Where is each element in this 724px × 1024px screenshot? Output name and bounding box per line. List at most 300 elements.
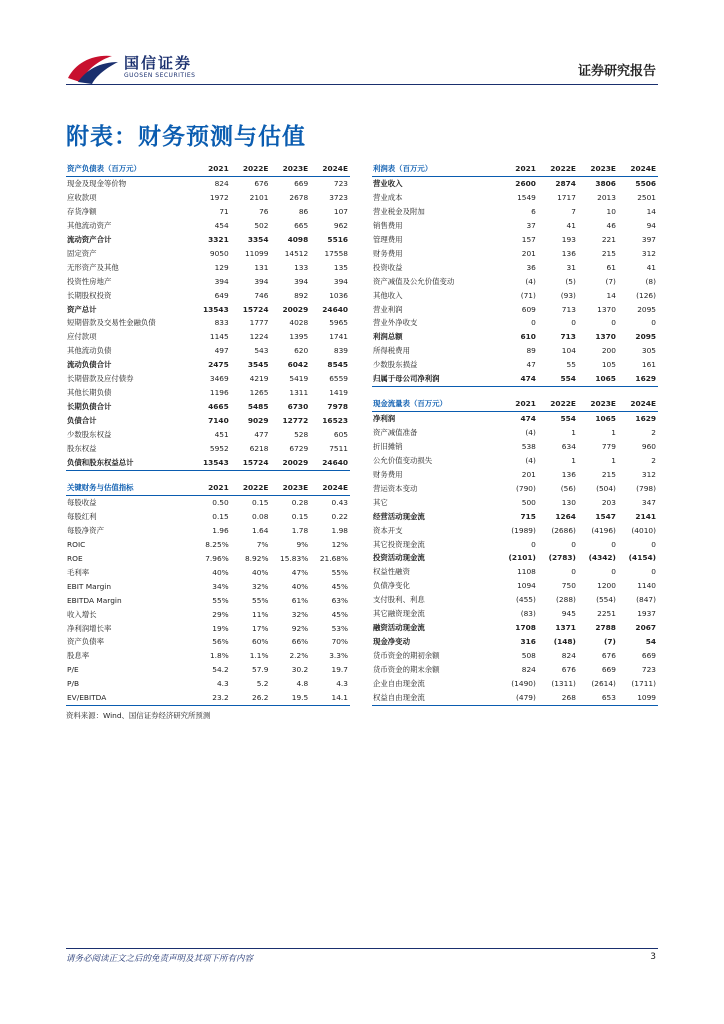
cell-value: 5952 <box>209 444 229 454</box>
row-label: 财务费用 <box>373 248 403 258</box>
table-row <box>66 538 350 552</box>
cell-value: 1145 <box>209 332 229 342</box>
cell-value: 1265 <box>249 388 269 398</box>
row-label: 现金及现金等价物 <box>67 178 127 188</box>
cell-value: (7) <box>604 637 616 647</box>
table-row <box>372 219 658 233</box>
cell-value: 1094 <box>517 581 536 591</box>
cell-value: 0 <box>531 539 536 549</box>
table-row <box>372 538 658 552</box>
table-row <box>372 621 658 635</box>
cell-value: 32% <box>252 581 269 591</box>
table-row <box>66 566 350 580</box>
row-label: 其它 <box>373 497 388 507</box>
table-title: 资产负债表（百万元） <box>66 162 191 176</box>
cell-value: (455) <box>516 595 536 605</box>
cell-value: 17558 <box>324 248 348 258</box>
cell-value: 201 <box>521 469 536 479</box>
row-label: 权益自由现金流 <box>372 691 498 705</box>
table-row <box>66 495 350 509</box>
cell-value: 474 <box>520 413 536 423</box>
table-row <box>372 579 658 593</box>
cell-value: 1196 <box>209 388 229 398</box>
row-label: 股东权益 <box>67 444 97 454</box>
column-header: 2022E <box>538 397 578 411</box>
cell-value: 9% <box>296 539 309 549</box>
cell-value: 57.9 <box>252 665 269 675</box>
table-row <box>66 233 350 247</box>
cell-value: 66% <box>291 637 309 647</box>
cell-value: 1140 <box>637 581 656 591</box>
table-row <box>66 580 350 594</box>
table-row <box>372 233 658 247</box>
cell-value: 11% <box>252 609 269 619</box>
row-label: 净利润增长率 <box>67 623 112 633</box>
cell-value: 1311 <box>289 388 309 398</box>
cell-value: 1.96 <box>212 525 229 535</box>
row-label: 流动资产合计 <box>67 234 112 244</box>
row-label: 公允价值变动损失 <box>373 455 433 465</box>
row-label: 销售费用 <box>373 220 403 230</box>
cell-value: 669 <box>294 178 309 188</box>
cell-value: 5516 <box>327 234 348 244</box>
cell-value: 201 <box>521 248 536 258</box>
cell-value: 554 <box>560 413 576 423</box>
cell-value: 31 <box>566 262 576 272</box>
cell-value: 19.5 <box>270 691 310 705</box>
cell-value: 316 <box>520 637 536 647</box>
cell-value: 30.2 <box>291 665 309 675</box>
cell-value: 839 <box>333 346 348 356</box>
header-divider <box>66 84 658 85</box>
cell-value: 86 <box>298 206 309 216</box>
table-row <box>66 261 350 275</box>
table-row <box>372 663 658 677</box>
cell-value: 5485 <box>247 402 269 412</box>
balance-sheet-table <box>66 162 350 471</box>
cell-value: 34% <box>212 581 229 591</box>
row-label: 每股净资产 <box>67 525 104 535</box>
table-row <box>372 524 658 538</box>
cell-value: 40% <box>252 567 269 577</box>
table-row <box>66 289 350 303</box>
cell-value: 1200 <box>597 581 616 591</box>
row-label: 资产总计 <box>67 304 97 314</box>
cell-value: 7140 <box>208 416 229 426</box>
cell-value: 1371 <box>555 623 576 633</box>
cell-value: 454 <box>214 220 229 230</box>
column-header: 2023E <box>578 162 618 176</box>
table-row <box>66 247 350 261</box>
cell-value: 131 <box>254 262 269 272</box>
cell-value: 824 <box>521 665 536 675</box>
cell-value: 474 <box>498 372 538 386</box>
cell-value: 2067 <box>635 623 656 633</box>
row-label: 其他流动资产 <box>67 220 112 230</box>
row-label: P/E <box>67 665 79 675</box>
cell-value: 5965 <box>329 318 348 328</box>
column-header: 2021 <box>191 162 231 176</box>
cell-value: 0 <box>611 539 616 549</box>
table-row <box>372 426 658 440</box>
cell-value: 17% <box>252 623 269 633</box>
row-label: 营业外净收支 <box>373 318 418 328</box>
cell-value: 55 <box>566 360 576 370</box>
row-label: 营运资本变动 <box>373 483 418 493</box>
cell-value: 89 <box>526 346 536 356</box>
cell-value: 649 <box>214 290 229 300</box>
cell-value: 56% <box>212 637 229 647</box>
cell-value: 0 <box>651 567 656 577</box>
cell-value: 70% <box>331 637 348 647</box>
cell-value: 1777 <box>249 318 269 328</box>
cell-value: 29% <box>212 609 229 619</box>
brand-name-en: GUOSEN SECURITIES <box>124 72 196 79</box>
table-row <box>66 635 350 649</box>
row-label: 其他收入 <box>373 290 403 300</box>
cell-value: 5.2 <box>256 679 269 689</box>
table-row <box>66 456 350 470</box>
table-row <box>66 552 350 566</box>
cell-value: 32% <box>291 609 309 619</box>
cell-value: 2874 <box>555 178 576 188</box>
cell-value: 40% <box>212 567 229 577</box>
table-row <box>66 191 350 205</box>
table-header-row <box>66 162 350 176</box>
row-label: 无形资产及其他 <box>67 262 119 272</box>
table-row <box>372 176 658 190</box>
cell-value: 2 <box>651 455 656 465</box>
cell-value: 5419 <box>289 374 309 384</box>
cell-value: 129 <box>214 262 229 272</box>
data-source-note: 资料来源：Wind、国信证券经济研究所预测 <box>66 711 211 720</box>
table-row <box>66 400 350 414</box>
row-label: P/B <box>67 679 80 689</box>
cell-value: 2678 <box>289 192 309 202</box>
cell-value: 107 <box>333 206 348 216</box>
table-row <box>372 551 658 565</box>
row-label: 营业收入 <box>373 178 403 188</box>
table-row <box>66 303 350 317</box>
cell-value: (479) <box>498 691 538 705</box>
table-row <box>66 414 350 428</box>
cell-value: 1549 <box>517 192 536 202</box>
cell-value: 4.8 <box>296 679 309 689</box>
cell-value: (4) <box>525 455 536 465</box>
cell-value: (126) <box>636 290 656 300</box>
cell-value: (8) <box>645 276 656 286</box>
row-label: 其它投资现金流 <box>373 539 425 549</box>
table-row <box>66 358 350 372</box>
row-label: 所得税费用 <box>373 346 410 356</box>
row-label: 其他长期负债 <box>67 388 112 398</box>
cell-value: 20029 <box>270 456 310 470</box>
cell-value: 0 <box>611 318 616 328</box>
cell-value: 135 <box>333 262 348 272</box>
table-row <box>372 205 658 219</box>
table-row <box>66 622 350 636</box>
cell-value: 13543 <box>191 456 231 470</box>
table-row <box>66 428 350 442</box>
cell-value: 24640 <box>322 304 348 314</box>
cell-value: 14512 <box>284 248 309 258</box>
cell-value: 3321 <box>208 234 229 244</box>
row-label: 负债和股东权益总计 <box>66 456 191 470</box>
cell-value: 7% <box>256 539 269 549</box>
column-header: 2024E <box>618 397 658 411</box>
cell-value: 55% <box>331 567 348 577</box>
row-label: 货币资金的期初余额 <box>373 651 440 661</box>
cell-value: 620 <box>294 346 309 356</box>
table-row <box>66 663 350 677</box>
row-label: ROIC <box>67 539 86 549</box>
cell-value: 41 <box>566 220 576 230</box>
table-row <box>66 372 350 386</box>
cell-value: (4010) <box>631 525 656 535</box>
cell-value: (4342) <box>588 553 616 563</box>
cell-value: 215 <box>601 469 616 479</box>
cell-value: 746 <box>254 290 269 300</box>
row-label: 资本开支 <box>373 525 403 535</box>
cell-value: 53% <box>331 623 348 633</box>
cell-value: (1490) <box>511 679 536 689</box>
table-row <box>66 176 350 190</box>
row-label: 每股收益 <box>67 497 97 507</box>
cell-value: 26.2 <box>231 691 271 705</box>
row-label: EBIT Margin <box>67 581 112 591</box>
table-row <box>372 316 658 330</box>
cell-value: 0 <box>611 567 616 577</box>
row-label: 企业自由现金流 <box>373 679 425 689</box>
cell-value: 2788 <box>595 623 616 633</box>
table-row <box>66 594 350 608</box>
row-label: 投资活动现金流 <box>373 553 425 563</box>
row-label: 毛利率 <box>67 567 90 577</box>
row-label: 资产减值准备 <box>373 427 418 437</box>
table-row <box>66 316 350 330</box>
cell-value: 4028 <box>289 318 309 328</box>
brand-name: 国信证券 <box>124 54 193 72</box>
table-row <box>372 440 658 454</box>
cell-value: 508 <box>521 651 536 661</box>
cell-value: 7511 <box>329 444 348 454</box>
column-header: 2022E <box>231 481 271 495</box>
cell-value: 193 <box>561 234 576 244</box>
cell-value: 54 <box>645 637 656 647</box>
cell-value: 55% <box>252 595 269 605</box>
row-label: 少数股东权益 <box>67 430 112 440</box>
cell-value: 653 <box>578 691 618 705</box>
cell-value: (2783) <box>548 553 576 563</box>
cell-value: 7.96% <box>205 553 229 563</box>
row-label: 流动负债合计 <box>67 360 112 370</box>
row-label: 其他流动负债 <box>67 346 112 356</box>
cell-value: 715 <box>520 511 536 521</box>
row-label: 营业利润 <box>373 304 403 314</box>
cell-value: (4) <box>525 427 536 437</box>
cell-value: 94 <box>646 220 656 230</box>
cell-value: 2600 <box>515 178 536 188</box>
cell-value: 676 <box>561 665 576 675</box>
cell-value: (4154) <box>628 553 656 563</box>
cell-value: 200 <box>601 346 616 356</box>
cell-value: 1547 <box>595 511 616 521</box>
cell-value: 945 <box>561 609 576 619</box>
table-row <box>372 593 658 607</box>
cell-value: 6042 <box>287 360 309 370</box>
cell-value: 61 <box>606 262 616 272</box>
cell-value: (1711) <box>631 679 656 689</box>
cell-value: 19.7 <box>331 665 348 675</box>
cell-value: 45% <box>331 581 348 591</box>
table-row <box>372 330 658 344</box>
guosen-logo-icon <box>66 48 120 86</box>
row-label: 财务费用 <box>373 469 403 479</box>
cell-value: 8.25% <box>205 539 229 549</box>
column-header: 2023E <box>270 481 310 495</box>
cell-value: 45% <box>331 609 348 619</box>
cell-value: 2.2% <box>289 651 309 661</box>
cell-value: 136 <box>561 248 576 258</box>
cell-value: 15.83% <box>280 553 309 563</box>
column-header: 2023E <box>270 162 310 176</box>
cell-value: 610 <box>520 332 536 342</box>
cell-value: 605 <box>333 430 348 440</box>
cell-value: 2475 <box>208 360 229 370</box>
cell-value: (288) <box>556 595 576 605</box>
cell-value: (1989) <box>511 525 536 535</box>
cell-value: 71 <box>219 206 229 216</box>
cell-value: 0 <box>571 567 576 577</box>
cell-value: 10 <box>606 206 616 216</box>
row-label: 利润总额 <box>373 332 403 342</box>
cell-value: 665 <box>294 220 309 230</box>
cell-value: 3806 <box>595 178 616 188</box>
footer-divider <box>66 948 658 949</box>
cell-value: 60% <box>252 637 269 647</box>
row-label: 负债净变化 <box>373 581 410 591</box>
cell-value: 451 <box>214 430 229 440</box>
cell-value: 6559 <box>329 374 348 384</box>
cell-value: (7) <box>605 276 616 286</box>
column-header: 2022E <box>231 162 271 176</box>
cell-value: 3354 <box>247 234 269 244</box>
cell-value: 12% <box>331 539 348 549</box>
cell-value: 1 <box>571 427 576 437</box>
cell-value: 40% <box>291 581 309 591</box>
table-row <box>66 344 350 358</box>
cell-value: 394 <box>214 276 229 286</box>
cell-value: 7978 <box>327 402 348 412</box>
table-row <box>372 344 658 358</box>
cell-value: 0 <box>651 539 656 549</box>
cell-value: 1108 <box>517 567 536 577</box>
table-row <box>372 247 658 261</box>
cell-value: 6218 <box>249 444 269 454</box>
row-label: 收入增长 <box>67 609 97 619</box>
table-title: 关键财务与估值指标 <box>66 481 191 495</box>
cell-value: (148) <box>553 637 576 647</box>
cell-value: 14.1 <box>310 691 350 705</box>
cell-value: 312 <box>641 469 656 479</box>
table-row <box>66 219 350 233</box>
row-label: 长期股权投资 <box>67 290 112 300</box>
cell-value: 5506 <box>635 178 656 188</box>
cell-value: 676 <box>254 178 269 188</box>
table-row <box>372 482 658 496</box>
cell-value: 0 <box>571 318 576 328</box>
cell-value: 105 <box>601 360 616 370</box>
cell-value: 1370 <box>597 304 616 314</box>
cell-value: 713 <box>560 332 576 342</box>
cell-value: 1264 <box>555 511 576 521</box>
table-row <box>66 510 350 524</box>
cell-value: 21.68% <box>319 553 348 563</box>
cell-value: 1717 <box>557 192 576 202</box>
cell-value: 14 <box>646 206 656 216</box>
cell-value: 1972 <box>209 192 229 202</box>
table-row <box>372 372 658 386</box>
row-label: 营业税金及附加 <box>373 206 425 216</box>
cell-value: 41 <box>646 262 656 272</box>
table-header-row <box>372 397 658 411</box>
row-label: 固定资产 <box>67 248 97 258</box>
cell-value: (56) <box>560 483 576 493</box>
cell-value: 2101 <box>249 192 269 202</box>
cell-value: 203 <box>601 497 616 507</box>
cell-value: 2095 <box>637 304 656 314</box>
cell-value: 723 <box>333 178 348 188</box>
cell-value: 24640 <box>310 456 350 470</box>
table-row <box>66 524 350 538</box>
table-row <box>372 565 658 579</box>
cell-value: 0.22 <box>331 511 348 521</box>
cell-value: 54.2 <box>212 665 229 675</box>
cell-value: 833 <box>214 318 229 328</box>
income-statement-table <box>372 162 658 387</box>
cell-value: 0.15 <box>291 511 309 521</box>
table-row <box>372 496 658 510</box>
table-row <box>66 649 350 663</box>
cell-value: 538 <box>521 441 536 451</box>
table-row <box>372 510 658 524</box>
cell-value: 477 <box>254 430 269 440</box>
cell-value: 104 <box>561 346 576 356</box>
cell-value: 0.28 <box>291 497 309 507</box>
cell-value: 1 <box>571 455 576 465</box>
cell-value: 133 <box>294 262 309 272</box>
cell-value: 1629 <box>635 413 656 423</box>
table-row <box>372 607 658 621</box>
table-header-row <box>66 481 350 495</box>
cell-value: 1.98 <box>331 525 348 535</box>
cell-value: 1 <box>611 455 616 465</box>
table-row <box>372 261 658 275</box>
row-label: 短期借款及交易性金融负债 <box>67 318 156 328</box>
cell-value: 136 <box>561 469 576 479</box>
table-row <box>66 608 350 622</box>
cell-value: 268 <box>538 691 578 705</box>
cell-value: 528 <box>294 430 309 440</box>
table-row <box>372 275 658 289</box>
cell-value: (554) <box>596 595 616 605</box>
table-row <box>66 275 350 289</box>
cell-value: 1937 <box>637 609 656 619</box>
row-label: 每股红利 <box>67 511 97 521</box>
cell-value: 14 <box>606 290 616 300</box>
cell-value: 215 <box>601 248 616 258</box>
cell-value: 37 <box>526 220 536 230</box>
